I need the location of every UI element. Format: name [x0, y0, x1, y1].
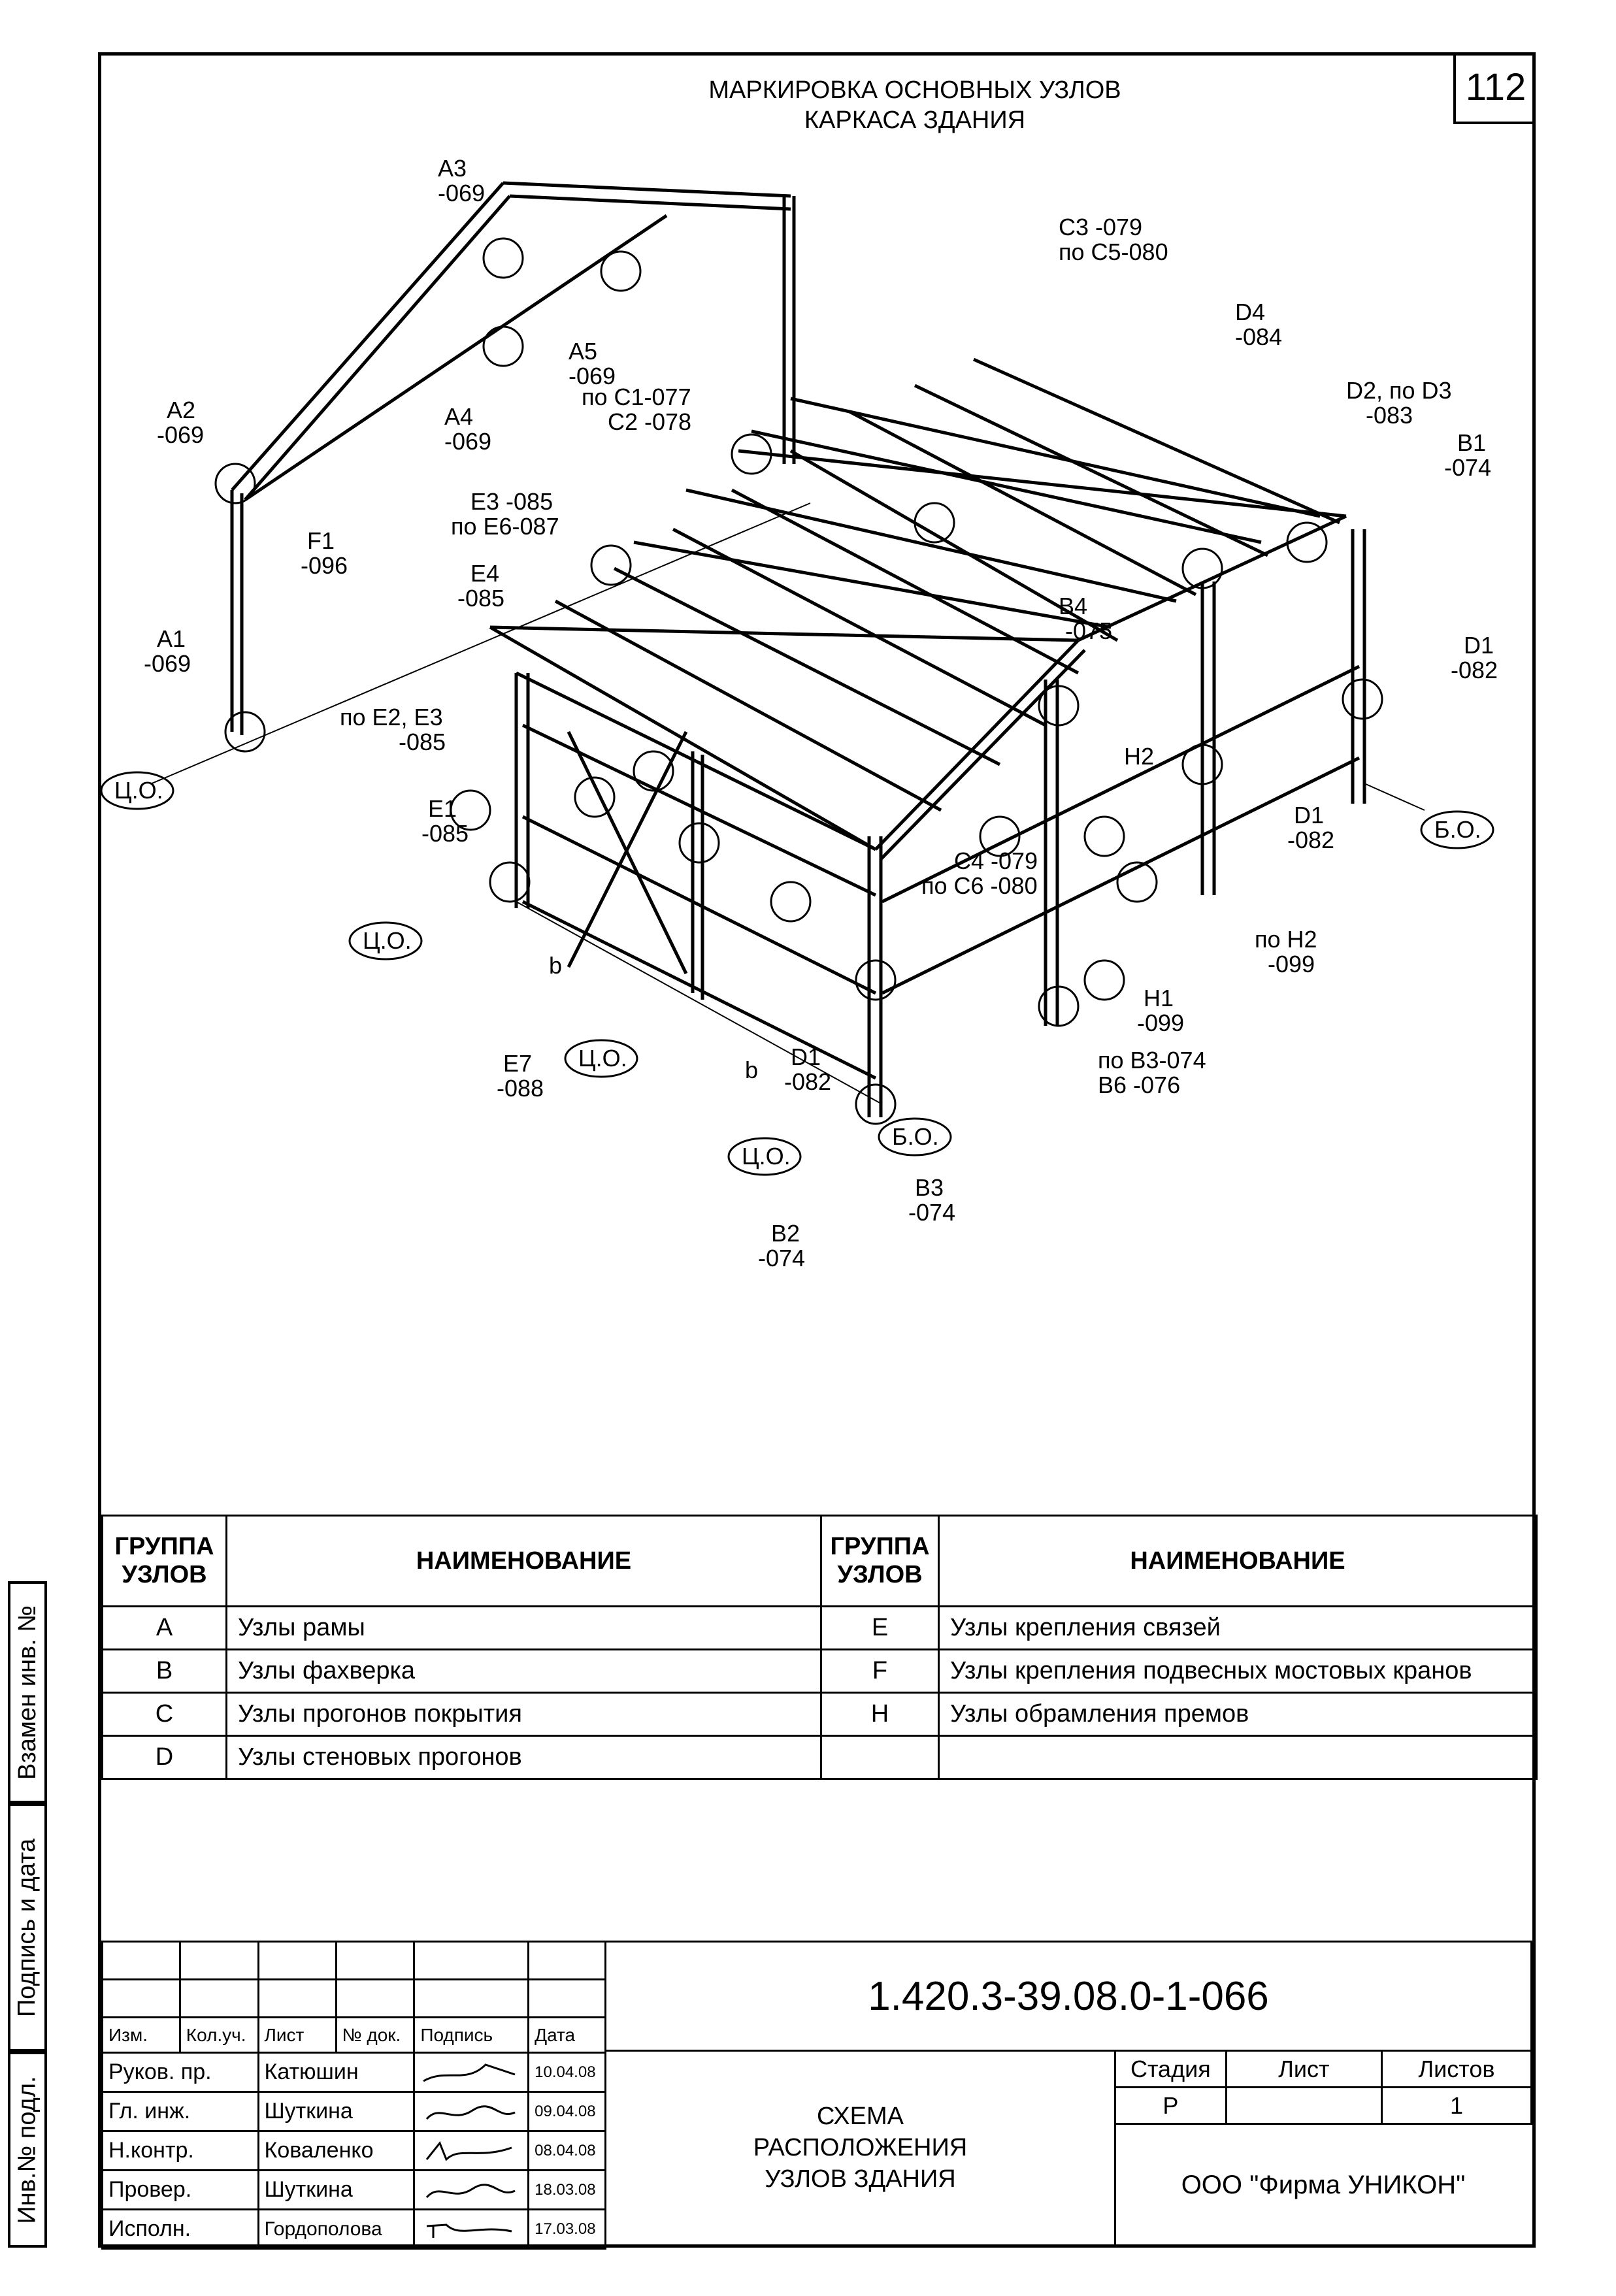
callout-bottom: по C6 -080 [921, 872, 1038, 899]
signatory-role: Гл. инж. [103, 2092, 259, 2131]
signatory-row [103, 2171, 606, 2210]
callout-top: E3 -085 [470, 488, 553, 515]
callout-top: A1 [157, 625, 186, 652]
legend-name-header: НАИМЕНОВАНИЕ [227, 1516, 821, 1607]
callout-top: A3 [438, 155, 467, 182]
callout-bottom: -075 [1065, 617, 1113, 644]
legend-description [939, 1736, 1537, 1779]
callout-top: E1 [428, 795, 457, 822]
dimension-mark: b [549, 952, 563, 979]
callout-top: по C1-077 [582, 384, 691, 410]
legend-group: C [103, 1693, 227, 1736]
signatory-date: 17.03.08 [529, 2210, 606, 2249]
stamp-drawing-title [606, 2050, 1116, 2246]
structure-lines [150, 183, 1425, 1117]
callout-top: D1 [1464, 632, 1494, 659]
callout-top: C3 -079 [1059, 214, 1143, 240]
axis-mark: Ц.О. [114, 777, 163, 804]
callout-bottom: -069 [144, 650, 191, 677]
side-label-signature-date: Подпись и дата [13, 1838, 41, 2017]
stamp-column-headers [103, 2018, 606, 2053]
legend-header-row [103, 1516, 1537, 1607]
stamp-signatures [101, 1941, 606, 2250]
callout-top: E4 [470, 560, 500, 587]
signature [414, 2131, 529, 2171]
legend-group: A [103, 1607, 227, 1650]
callout-top: C4 -079 [954, 847, 1038, 874]
legend-group: H [821, 1693, 939, 1736]
stamp-header: Дата [529, 2018, 606, 2053]
callout-bottom: -074 [758, 1245, 806, 1271]
signatory-name: Катюшин [258, 2053, 414, 2092]
callout-bottom: B6 -076 [1098, 1072, 1181, 1098]
callout-bottom: -099 [1137, 1009, 1185, 1036]
signatory-name: Коваленко [258, 2131, 414, 2171]
stamp-header: Изм. [103, 2018, 180, 2053]
signatory-role: Н.контр. [103, 2131, 259, 2171]
axis-mark: Ц.О. [363, 927, 412, 954]
callout-bottom: -074 [908, 1199, 956, 1226]
legend-description: Узлы крепления связей [939, 1607, 1537, 1650]
signature [414, 2210, 529, 2249]
callout-bottom: -085 [399, 729, 446, 755]
stamp-title-line: УЗЛОВ ЗДАНИЯ [765, 2165, 956, 2193]
callout-top: по E2, E3 [340, 704, 443, 730]
signatory-role: Исполн. [103, 2210, 259, 2249]
callout-bottom: -082 [1287, 827, 1335, 853]
callout-top: B1 [1457, 429, 1487, 456]
callout-bottom: -085 [421, 820, 469, 847]
callout-bottom: -074 [1444, 454, 1492, 481]
signature [414, 2171, 529, 2210]
side-strip-replaced-inv [8, 1581, 47, 1803]
signatory-date: 08.04.08 [529, 2131, 606, 2171]
signatory-row [103, 2092, 606, 2131]
callout-bottom: -099 [1268, 951, 1315, 977]
callout-top: H1 [1144, 985, 1174, 1011]
callout-bottom: -084 [1235, 323, 1283, 350]
callout-bottom: -069 [569, 363, 616, 389]
legend-row [103, 1650, 1537, 1693]
callout-bottom: по E6-087 [451, 513, 559, 540]
axis-mark: Ц.О. [742, 1143, 791, 1170]
signature [414, 2053, 529, 2092]
legend-group: B [103, 1650, 227, 1693]
stamp-header: Лист [258, 2018, 336, 2053]
signature [414, 2092, 529, 2131]
sheet-number: 112 [1453, 52, 1536, 124]
callout-bottom: -088 [497, 1075, 544, 1102]
signatory-row [103, 2210, 606, 2249]
callout-labels [144, 155, 1498, 1271]
signatory-name: Шуткина [258, 2171, 414, 2210]
side-label-replaced-inv: Взамен инв. № [13, 1605, 41, 1780]
callout-bottom: -069 [157, 421, 205, 448]
legend-group: F [821, 1650, 939, 1693]
callout-bottom: -085 [457, 585, 505, 612]
signatory-role: Руков. пр. [103, 2053, 259, 2092]
stage-header: Стадия [1115, 2051, 1227, 2088]
callout-top: A5 [569, 338, 598, 365]
legend-description: Узлы обрамления премов [939, 1693, 1537, 1736]
callout-top: D4 [1235, 299, 1266, 325]
legend-description: Узлы стеновых прогонов [227, 1736, 821, 1779]
signatory-row [103, 2131, 606, 2171]
legend-description: Узлы рамы [227, 1607, 821, 1650]
callout-top: A4 [444, 403, 474, 430]
legend-group: D [103, 1736, 227, 1779]
callout-top: A2 [167, 397, 196, 423]
sheet-value [1226, 2088, 1381, 2124]
side-label-original-inv: Инв.№ подл. [13, 2075, 41, 2224]
signatory-name: Шуткина [258, 2092, 414, 2131]
callout-bottom: по C5-080 [1059, 238, 1168, 265]
legend-row [103, 1693, 1537, 1736]
side-strip-signature-date [8, 1803, 47, 2052]
building-frame-drawing [98, 124, 1536, 1516]
document-code: 1.420.3-39.08.0-1-066 [606, 1941, 1532, 2052]
legend-description: Узлы фахверка [227, 1650, 821, 1693]
legend-group-header: ГРУППА УЗЛОВ [103, 1516, 227, 1607]
organization-name: ООО "Фирма УНИКОН" [1114, 2123, 1532, 2246]
callout-bottom: -082 [1451, 657, 1498, 683]
axis-mark: Б.О. [892, 1123, 939, 1150]
legend-group: E [821, 1607, 939, 1650]
callout-top: D1 [1294, 802, 1325, 828]
sheet-header: Лист [1226, 2051, 1381, 2088]
signatory-date: 10.04.08 [529, 2053, 606, 2092]
callout-bottom: -082 [784, 1068, 832, 1095]
side-strip-original-inv [8, 2052, 47, 2248]
callout-bottom: -069 [438, 180, 486, 206]
title-line-2: КАРКАСА ЗДАНИЯ [804, 107, 1026, 134]
axis-mark: Ц.О. [578, 1045, 627, 1072]
signatory-role: Провер. [103, 2171, 259, 2210]
signatory-date: 18.03.08 [529, 2171, 606, 2210]
stamp-header: № док. [336, 2018, 414, 2053]
stage-value: Р [1115, 2088, 1227, 2124]
callout-bottom: -069 [444, 428, 492, 455]
legend-row [103, 1607, 1537, 1650]
stamp-header: Подпись [414, 2018, 529, 2053]
callout-top: B2 [771, 1220, 800, 1247]
stamp-stage-table [1114, 2050, 1532, 2125]
callout-bottom: -083 [1366, 402, 1413, 429]
sheets-value: 1 [1382, 2088, 1532, 2124]
callout-top: B4 [1059, 593, 1088, 619]
dimension-mark: b [745, 1057, 759, 1083]
callout-top: по B3-074 [1098, 1047, 1206, 1074]
node-groups-legend [101, 1515, 1538, 1780]
callout-top: F1 [307, 527, 335, 554]
callout-top: по H2 [1255, 926, 1317, 953]
legend-name-header: НАИМЕНОВАНИЕ [939, 1516, 1537, 1607]
callout-top: E7 [503, 1050, 533, 1077]
signatory-row [103, 2053, 606, 2092]
callout-top: H2 [1124, 743, 1155, 770]
legend-description: Узлы прогонов покрытия [227, 1693, 821, 1736]
sheets-header: Листов [1382, 2051, 1532, 2088]
callout-top: D1 [791, 1043, 821, 1070]
legend-description: Узлы крепления подвесных мостовых кранов [939, 1650, 1537, 1693]
signatory-name: Гордополова [258, 2210, 414, 2249]
callout-bottom: C2 -078 [608, 408, 692, 435]
stamp-title-line: СХЕМА [817, 2103, 904, 2130]
legend-row [103, 1736, 1537, 1779]
callout-top: D2, по D3 [1346, 377, 1452, 404]
callout-bottom: -096 [301, 552, 348, 579]
stamp-title-line: РАСПОЛОЖЕНИЯ [753, 2134, 968, 2161]
title-line-1: МАРКИРОВКА ОСНОВНЫХ УЗЛОВ [708, 76, 1121, 104]
stamp-header: Кол.уч. [180, 2018, 258, 2053]
legend-group [821, 1736, 939, 1779]
axis-mark: Б.О. [1434, 816, 1481, 843]
legend-group-header: ГРУППА УЗЛОВ [821, 1516, 939, 1607]
callout-top: B3 [915, 1174, 944, 1201]
signatory-date: 09.04.08 [529, 2092, 606, 2131]
